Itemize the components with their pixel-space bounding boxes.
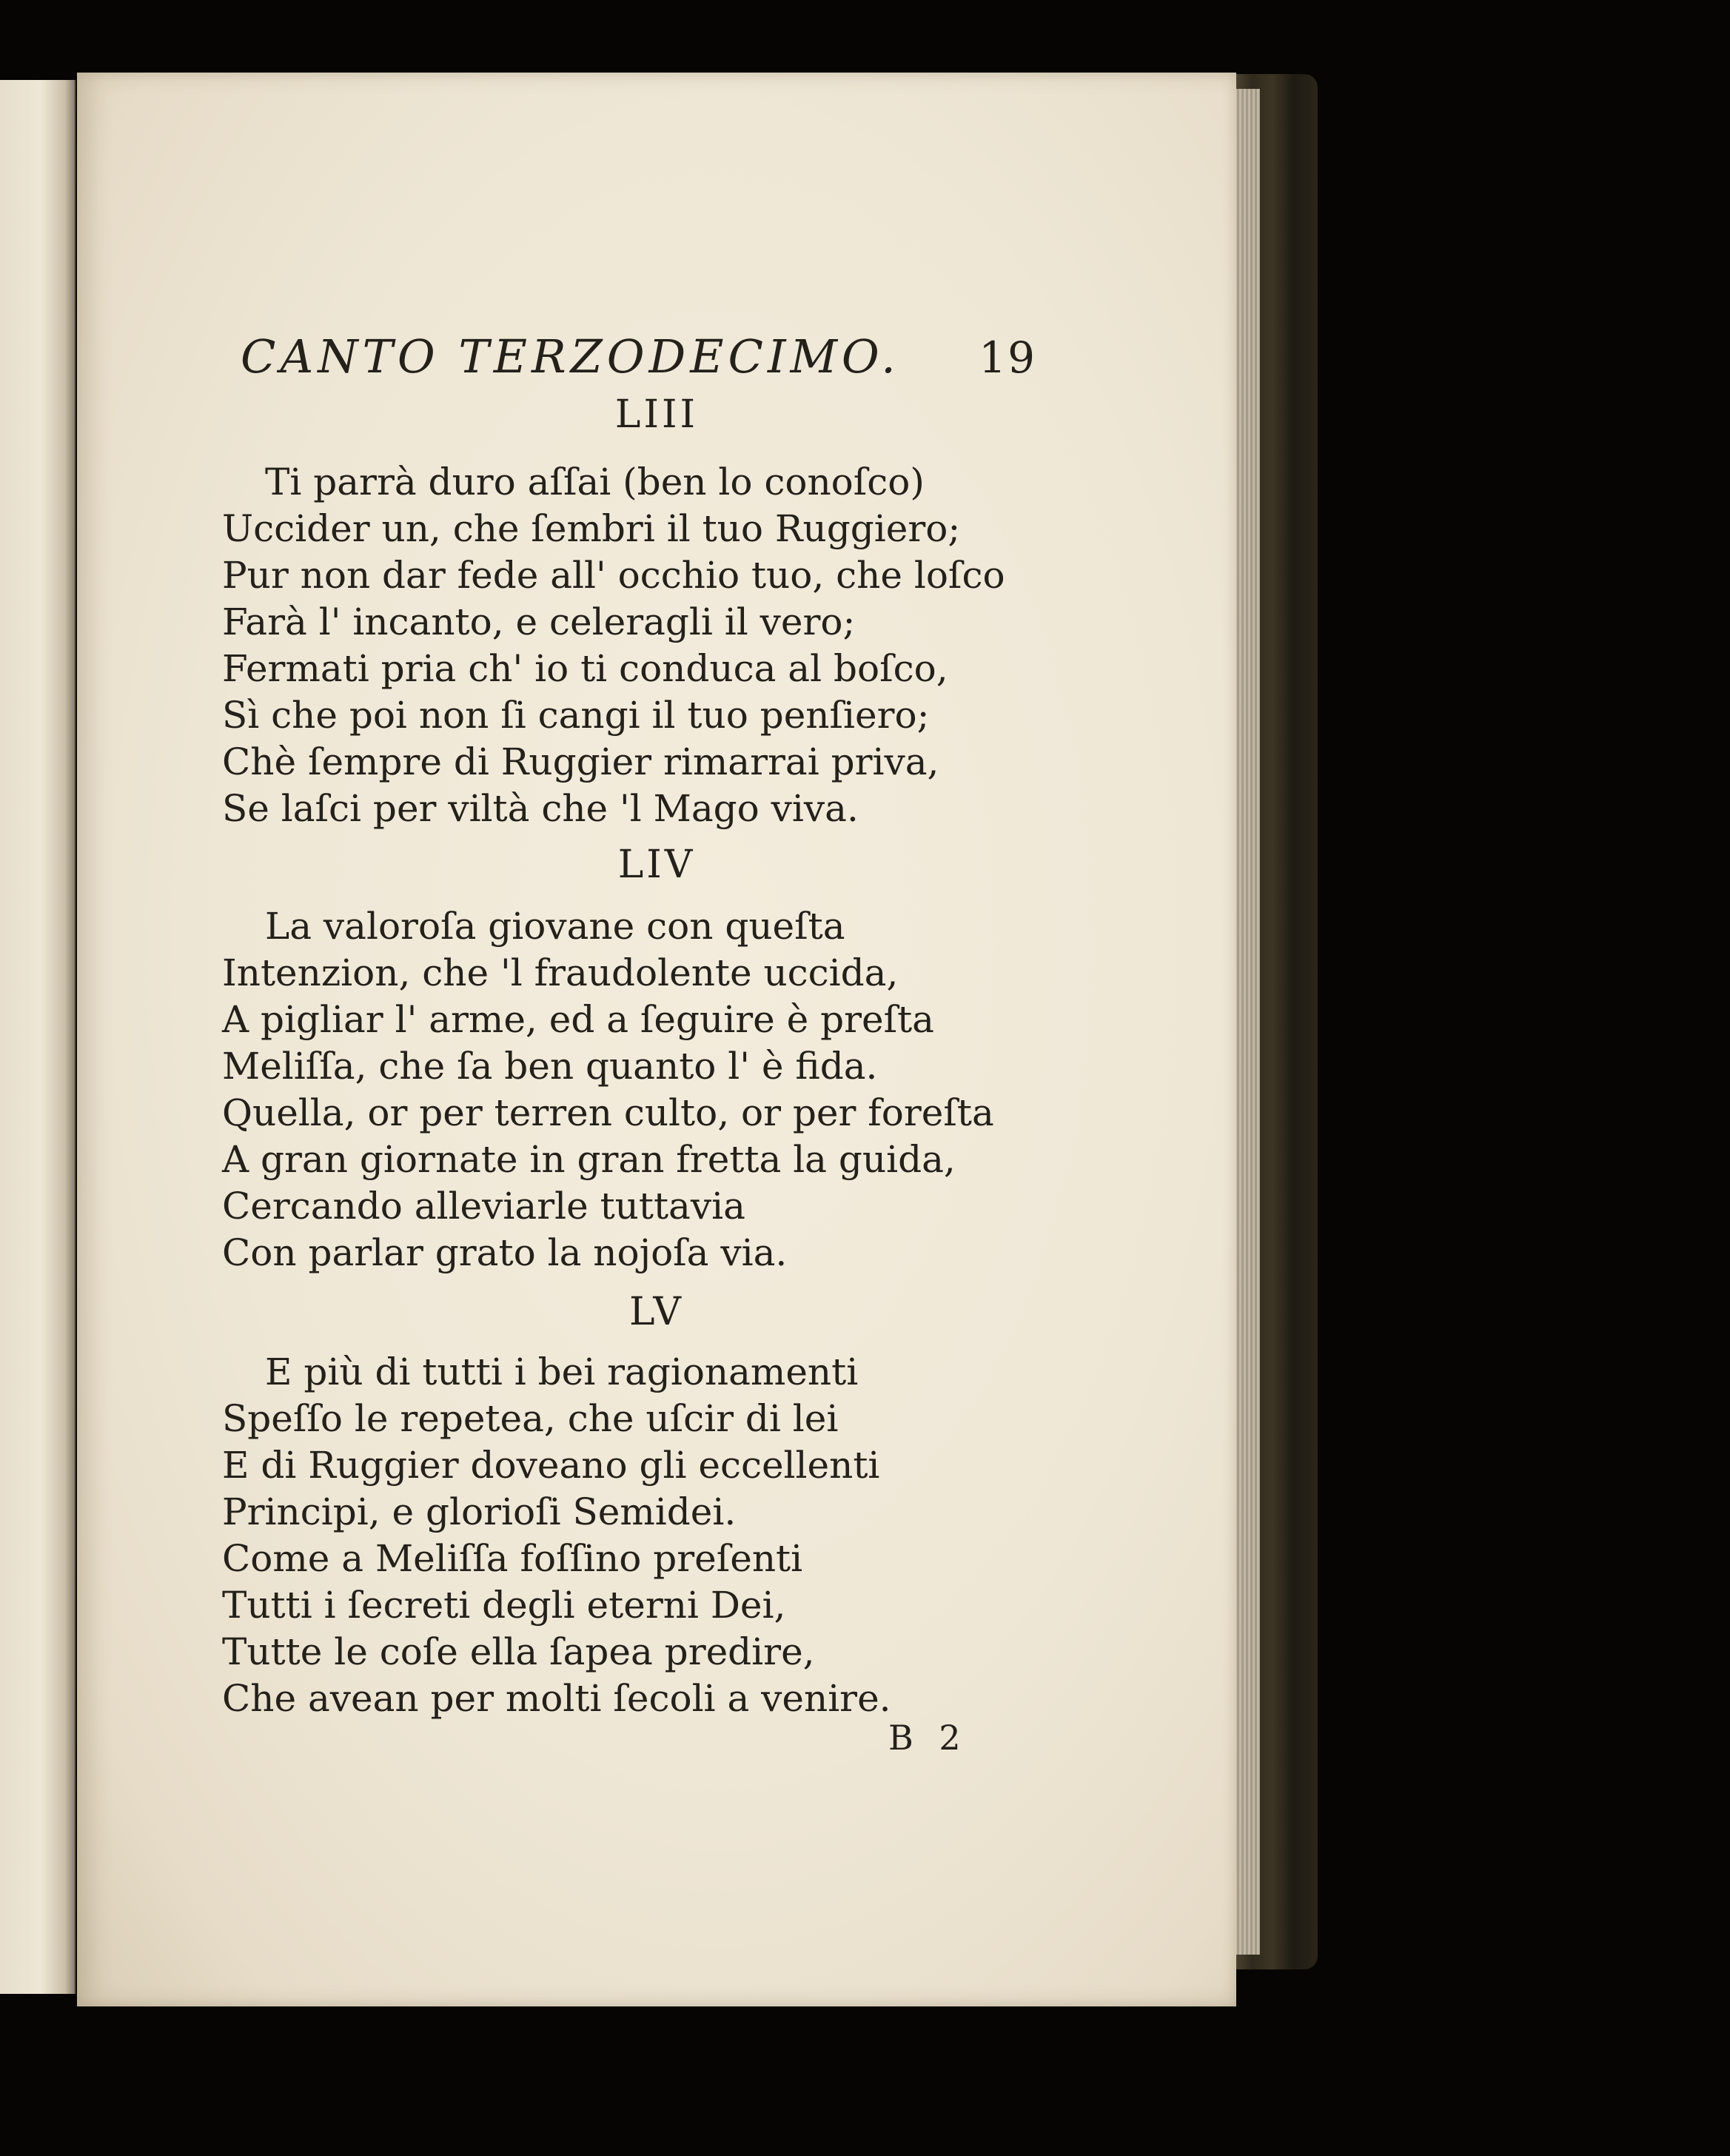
verse-line: Ti parrà duro aſſai (ben lo conoſco) (265, 461, 925, 503)
verse-line: Come a Meliſſa foſſino preſenti (222, 1537, 803, 1580)
verse-line: Principi, e glorioſi Semidei. (222, 1490, 737, 1533)
verse-line: Con parlar grato la nojoſa via. (222, 1231, 788, 1274)
verse-line: Speſſo le repetea, che uſcir di lei (222, 1397, 839, 1440)
verse-line: Quella, or per terren culto, or per foreſta (222, 1091, 994, 1134)
stanza-number: LIV (617, 843, 696, 887)
stanza (222, 1349, 999, 1722)
verse-line: La valoroſa giovane con queſta (265, 905, 845, 948)
stanza (222, 903, 999, 1276)
verse-line: Intenzion, che 'l fraudolente uccida, (222, 951, 899, 994)
running-header (241, 329, 1036, 396)
verse-line: Tutti i ſecreti degli eterni Dei, (222, 1584, 786, 1627)
verse-line: Meliſſa, che ſa ben quanto l' è fida. (222, 1045, 878, 1088)
verse-line: A pigliar l' arme, ed a ſeguire è preſta (222, 998, 934, 1041)
signature-mark: B 2 (888, 1718, 968, 1758)
running-title: CANTO TERZODECIMO. (241, 329, 900, 384)
verse-line: Pur non dar fede all' occhio tuo, che loſco (222, 554, 1005, 597)
verse-line: Uccider un, che ſembri il tuo Ruggiero; (222, 507, 961, 550)
verse-line: E di Ruggier doveano gli eccellenti (222, 1444, 880, 1487)
verse-line: Fermati pria ch' io ti conduca al boſco, (222, 647, 948, 690)
verse-line: Sì che poi non ſi cangi il tuo penſiero; (222, 694, 930, 737)
verse-line: Se laſci per viltà che 'l Mago viva. (222, 787, 859, 830)
stanza-number: LIII (614, 392, 699, 437)
previous-page-edge (0, 80, 76, 1994)
stanza (222, 459, 1005, 832)
verse-line: E più di tutti i bei ragionamenti (265, 1350, 859, 1393)
verse-line: Tutte le coſe ella ſapea predire, (222, 1630, 815, 1673)
verse-line: Farà l' incanto, e celeragli il vero; (222, 600, 856, 643)
verse-line: Chè ſempre di Ruggier rimarrai priva, (222, 740, 939, 783)
verse-line: A gran giornate in gran fretta la guida, (222, 1138, 956, 1181)
verse-line: Che avean per molti ſecoli a venire. (222, 1677, 891, 1720)
page-number: 19 (979, 332, 1036, 383)
stanza-number: LV (629, 1290, 684, 1334)
verse-line: Cercando alleviarle tuttavia (222, 1185, 745, 1228)
